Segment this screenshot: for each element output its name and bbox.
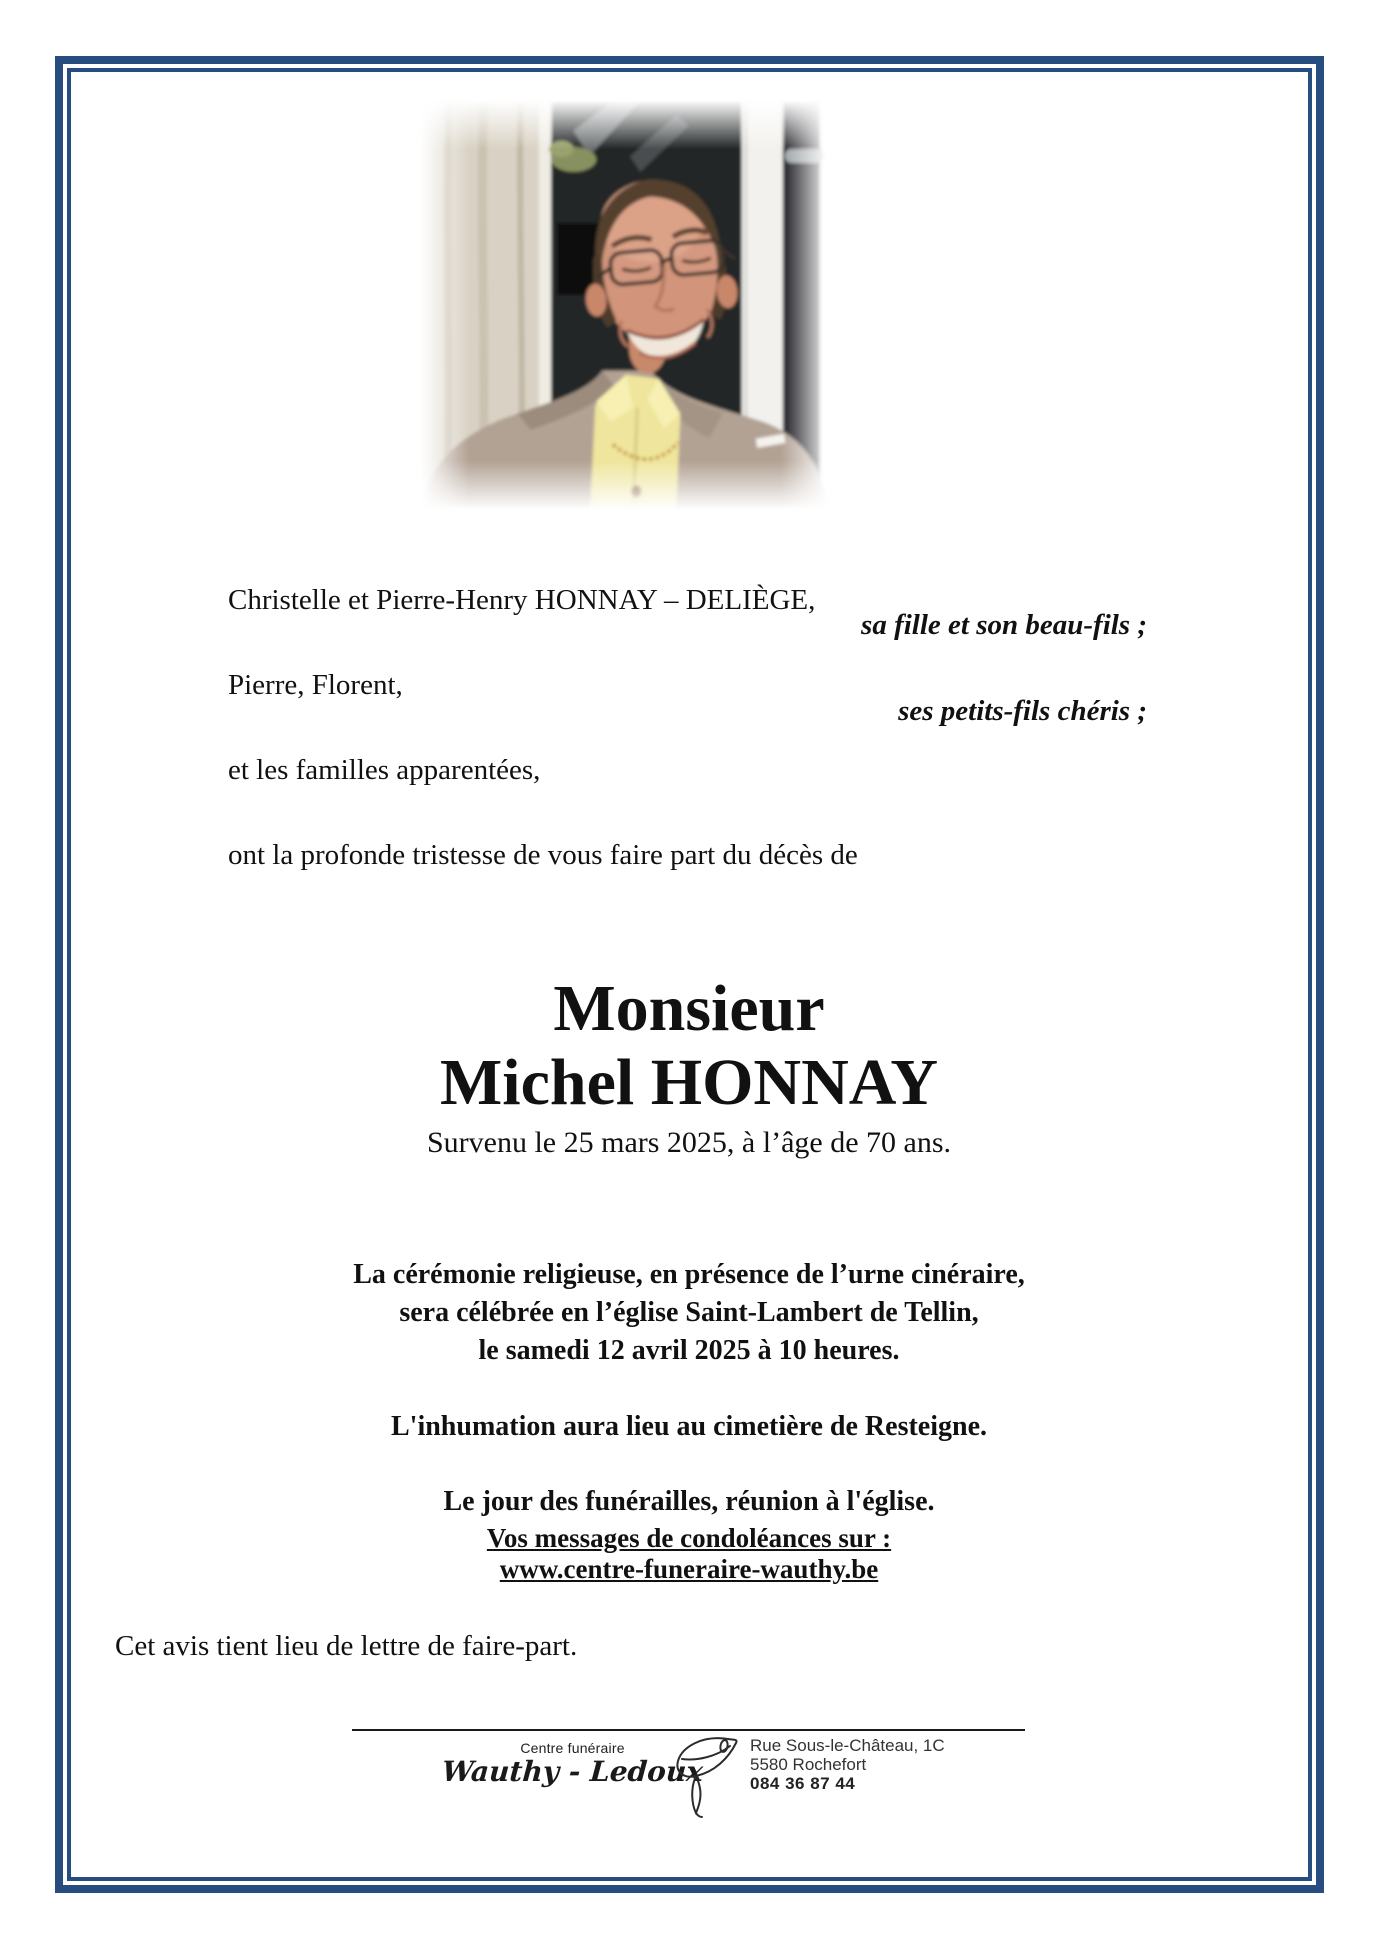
ceremony-line-3: le samedi 12 avril 2025 à 10 heures.	[478, 1335, 900, 1366]
meeting-line: Le jour des funérailles, réunion à l'église.	[443, 1486, 935, 1517]
funeral-home-name: Wauthy - Ledoux	[440, 1755, 705, 1788]
ceremony-line-2: sera célébrée en l’église Saint-Lambert de Tellin,	[399, 1297, 979, 1328]
relation-grandsons: ses petits-fils chéris ;	[898, 695, 1147, 727]
deceased-title: Monsieur	[553, 972, 825, 1045]
phone-number: 084 36 87 44	[750, 1774, 856, 1793]
portrait-photo	[420, 100, 830, 510]
family-line-grandsons: Pierre, Florent,	[228, 669, 403, 701]
faire-part-notice: Cet avis tient lieu de lettre de faire-part.	[115, 1630, 578, 1662]
deceased-name: Michel HONNAY	[439, 1046, 939, 1119]
address-city: 5580 Rochefort	[750, 1755, 867, 1774]
address-street: Rue Sous-le-Château, 1C	[750, 1736, 945, 1755]
condolences-block	[0, 1523, 1378, 1585]
funeral-home-brand	[440, 1740, 705, 1788]
ceremony-block	[0, 1256, 1378, 1370]
relation-daughter: sa fille et son beau-fils ;	[861, 609, 1147, 641]
calla-lily-icon	[672, 1733, 746, 1819]
funeral-home-type: Centre funéraire	[520, 1740, 625, 1756]
family-line-relatives: et les familles apparentées,	[228, 754, 541, 786]
condolences-intro: Vos messages de condoléances sur :	[486, 1523, 892, 1553]
condolences-website-link[interactable]: www.centre-funeraire-wauthy.be	[499, 1554, 879, 1584]
funeral-home-address	[750, 1736, 945, 1793]
family-line-daughter: Christelle et Pierre-Henry HONNAY – DELIÈGE,	[228, 584, 816, 616]
portrait-illustration	[420, 100, 830, 510]
announcement-line: ont la profonde tristesse de vous faire part du décès de	[228, 839, 858, 871]
footer-divider-line	[352, 1729, 1025, 1731]
burial-line: L'inhumation aura lieu au cimetière de Resteigne.	[391, 1411, 987, 1442]
death-date-line: Survenu le 25 mars 2025, à l’âge de 70 ans.	[426, 1126, 952, 1159]
ceremony-line-1: La cérémonie religieuse, en présence de l’urne cinéraire,	[353, 1259, 1025, 1290]
